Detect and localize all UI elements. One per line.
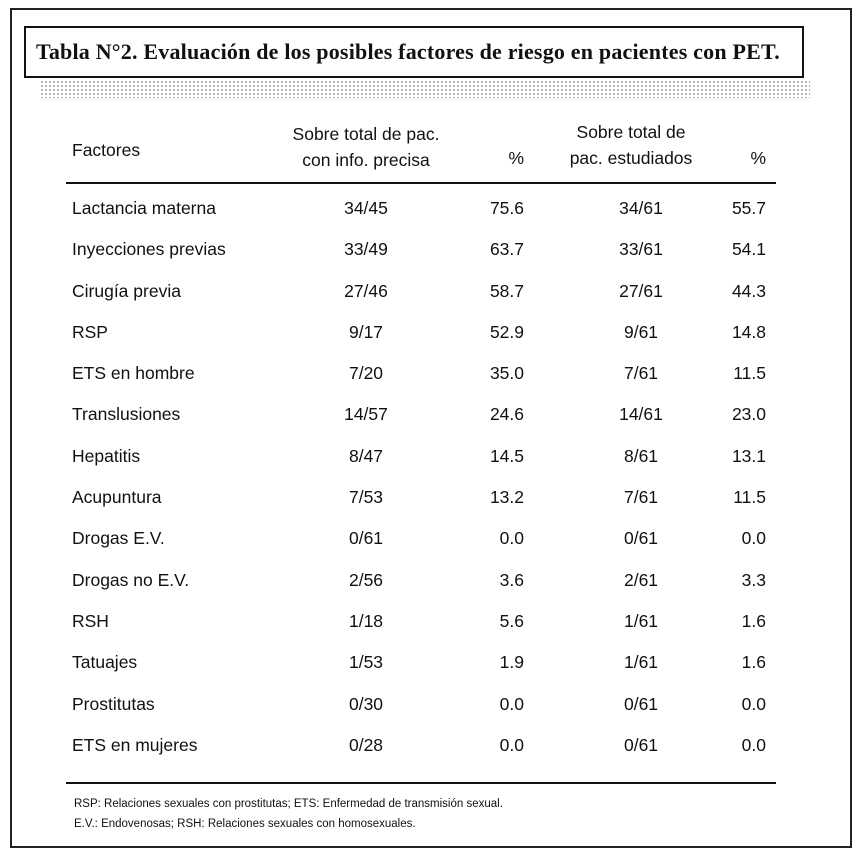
cell-factor: Hepatitis xyxy=(72,445,141,466)
cell-precise-pct: 1.9 xyxy=(499,652,524,673)
footnotes xyxy=(74,794,503,834)
cell-studied-pct: 11.5 xyxy=(733,363,766,384)
cell-precise-count: 2/56 xyxy=(348,569,384,590)
header-total-studied-1: Sobre total de xyxy=(576,122,686,142)
cell-precise-pct: 3.6 xyxy=(499,569,524,590)
cell-studied-count: 1/61 xyxy=(623,652,659,673)
cell-precise-count: 0/61 xyxy=(348,528,384,549)
cell-factor: Acupuntura xyxy=(72,487,162,508)
title-box xyxy=(24,26,804,78)
cell-precise-count: 0/28 xyxy=(348,734,384,755)
header-total-precise-2: con info. precisa xyxy=(302,150,430,170)
cell-precise-count: 27/46 xyxy=(344,280,388,301)
cell-precise-pct: 13.2 xyxy=(489,487,524,508)
cell-precise-pct: 52.9 xyxy=(489,321,524,342)
cell-factor: Prostitutas xyxy=(72,693,155,714)
cell-precise-count: 7/53 xyxy=(348,487,384,508)
cell-studied-count: 1/61 xyxy=(623,610,659,631)
cell-precise-pct: 0.0 xyxy=(499,528,524,549)
table-row xyxy=(66,562,776,603)
table-row xyxy=(66,479,776,520)
cell-precise-count: 0/30 xyxy=(348,693,384,714)
header-factores: Factores xyxy=(72,140,141,160)
cell-studied-count: 7/61 xyxy=(623,363,659,384)
cell-factor: ETS en mujeres xyxy=(72,734,198,755)
cell-studied-pct: 55.7 xyxy=(731,198,766,218)
cell-factor: RSP xyxy=(72,321,108,342)
cell-precise-count: 33/49 xyxy=(344,239,388,260)
cell-precise-count: 1/18 xyxy=(348,610,384,631)
table-row xyxy=(66,686,776,727)
table-header xyxy=(66,118,776,182)
cell-precise-count: 7/20 xyxy=(348,363,384,384)
bottom-rule xyxy=(66,782,776,784)
cell-precise-pct: 63.7 xyxy=(489,239,524,260)
footnote: RSP: Relaciones sexuales con prostitutas; ETS: Enfermedad de transmisión sexual. xyxy=(74,798,503,810)
cell-studied-count: 33/61 xyxy=(619,239,663,260)
cell-studied-count: 2/61 xyxy=(623,569,659,590)
cell-precise-pct: 0.0 xyxy=(499,734,524,755)
cell-studied-pct: 1.6 xyxy=(741,610,766,631)
cell-studied-pct: 44.3 xyxy=(731,280,766,301)
cell-studied-pct: 23.0 xyxy=(731,404,766,425)
table-row xyxy=(66,396,776,437)
cell-factor: Translusiones xyxy=(72,404,181,425)
cell-factor: Drogas no E.V. xyxy=(72,569,190,590)
cell-studied-pct: 14.8 xyxy=(731,321,766,342)
table-row xyxy=(66,273,776,314)
cell-studied-count: 9/61 xyxy=(623,321,659,342)
header-pct-1: % xyxy=(508,148,524,168)
cell-studied-count: 7/61 xyxy=(623,487,659,508)
cell-factor: Cirugía previa xyxy=(72,280,181,301)
cell-precise-count: 1/53 xyxy=(348,652,384,673)
cell-studied-pct: 0.0 xyxy=(741,528,766,549)
cell-studied-pct: 11.5 xyxy=(733,487,766,508)
cell-precise-count: 34/45 xyxy=(344,198,388,218)
cell-precise-pct: 58.7 xyxy=(489,280,524,301)
cell-studied-count: 8/61 xyxy=(623,445,659,466)
table-row xyxy=(66,520,776,561)
table-body xyxy=(66,190,776,768)
cell-studied-pct: 3.3 xyxy=(741,569,766,590)
cell-studied-count: 27/61 xyxy=(619,280,663,301)
table-row xyxy=(66,438,776,479)
cell-factor: Drogas E.V. xyxy=(72,528,165,549)
header-total-precise-1: Sobre total de pac. xyxy=(292,124,440,144)
cell-precise-count: 8/47 xyxy=(348,445,384,466)
cell-factor: Inyecciones previas xyxy=(72,239,226,260)
cell-studied-count: 14/61 xyxy=(619,404,663,425)
footnote: E.V.: Endovenosas; RSH: Relaciones sexuales con homosexuales. xyxy=(74,818,416,830)
table-row xyxy=(66,644,776,685)
table-row xyxy=(66,314,776,355)
header-total-studied-2: pac. estudiados xyxy=(569,148,693,168)
cell-studied-count: 0/61 xyxy=(623,693,659,714)
cell-studied-count: 0/61 xyxy=(623,734,659,755)
table-row xyxy=(66,355,776,396)
cell-precise-count: 14/57 xyxy=(344,404,388,425)
cell-precise-pct: 24.6 xyxy=(489,404,524,425)
cell-precise-pct: 35.0 xyxy=(489,363,524,384)
cell-factor: Tatuajes xyxy=(72,652,138,673)
table-row xyxy=(66,190,776,231)
title-shadow xyxy=(40,80,810,98)
cell-studied-count: 0/61 xyxy=(623,528,659,549)
cell-factor: RSH xyxy=(72,610,109,631)
table-row xyxy=(66,231,776,272)
cell-studied-pct: 0.0 xyxy=(741,734,766,755)
cell-precise-pct: 0.0 xyxy=(499,693,524,714)
header-rule xyxy=(66,182,776,184)
cell-studied-pct: 0.0 xyxy=(741,693,766,714)
cell-factor: Lactancia materna xyxy=(72,198,216,218)
cell-factor: ETS en hombre xyxy=(72,363,195,384)
cell-precise-count: 9/17 xyxy=(348,321,384,342)
cell-studied-count: 34/61 xyxy=(619,198,663,218)
header-pct-2: % xyxy=(750,148,766,168)
cell-precise-pct: 5.6 xyxy=(499,610,524,631)
cell-precise-pct: 14.5 xyxy=(489,445,524,466)
cell-studied-pct: 1.6 xyxy=(741,652,766,673)
table-title: Tabla N°2. Evaluación de los posibles factores de riesgo en pacientes con PET. xyxy=(36,39,780,64)
cell-studied-pct: 13.1 xyxy=(731,445,766,466)
cell-precise-pct: 75.6 xyxy=(489,198,524,218)
cell-studied-pct: 54.1 xyxy=(731,239,766,260)
table-row xyxy=(66,727,776,768)
table-row xyxy=(66,603,776,644)
